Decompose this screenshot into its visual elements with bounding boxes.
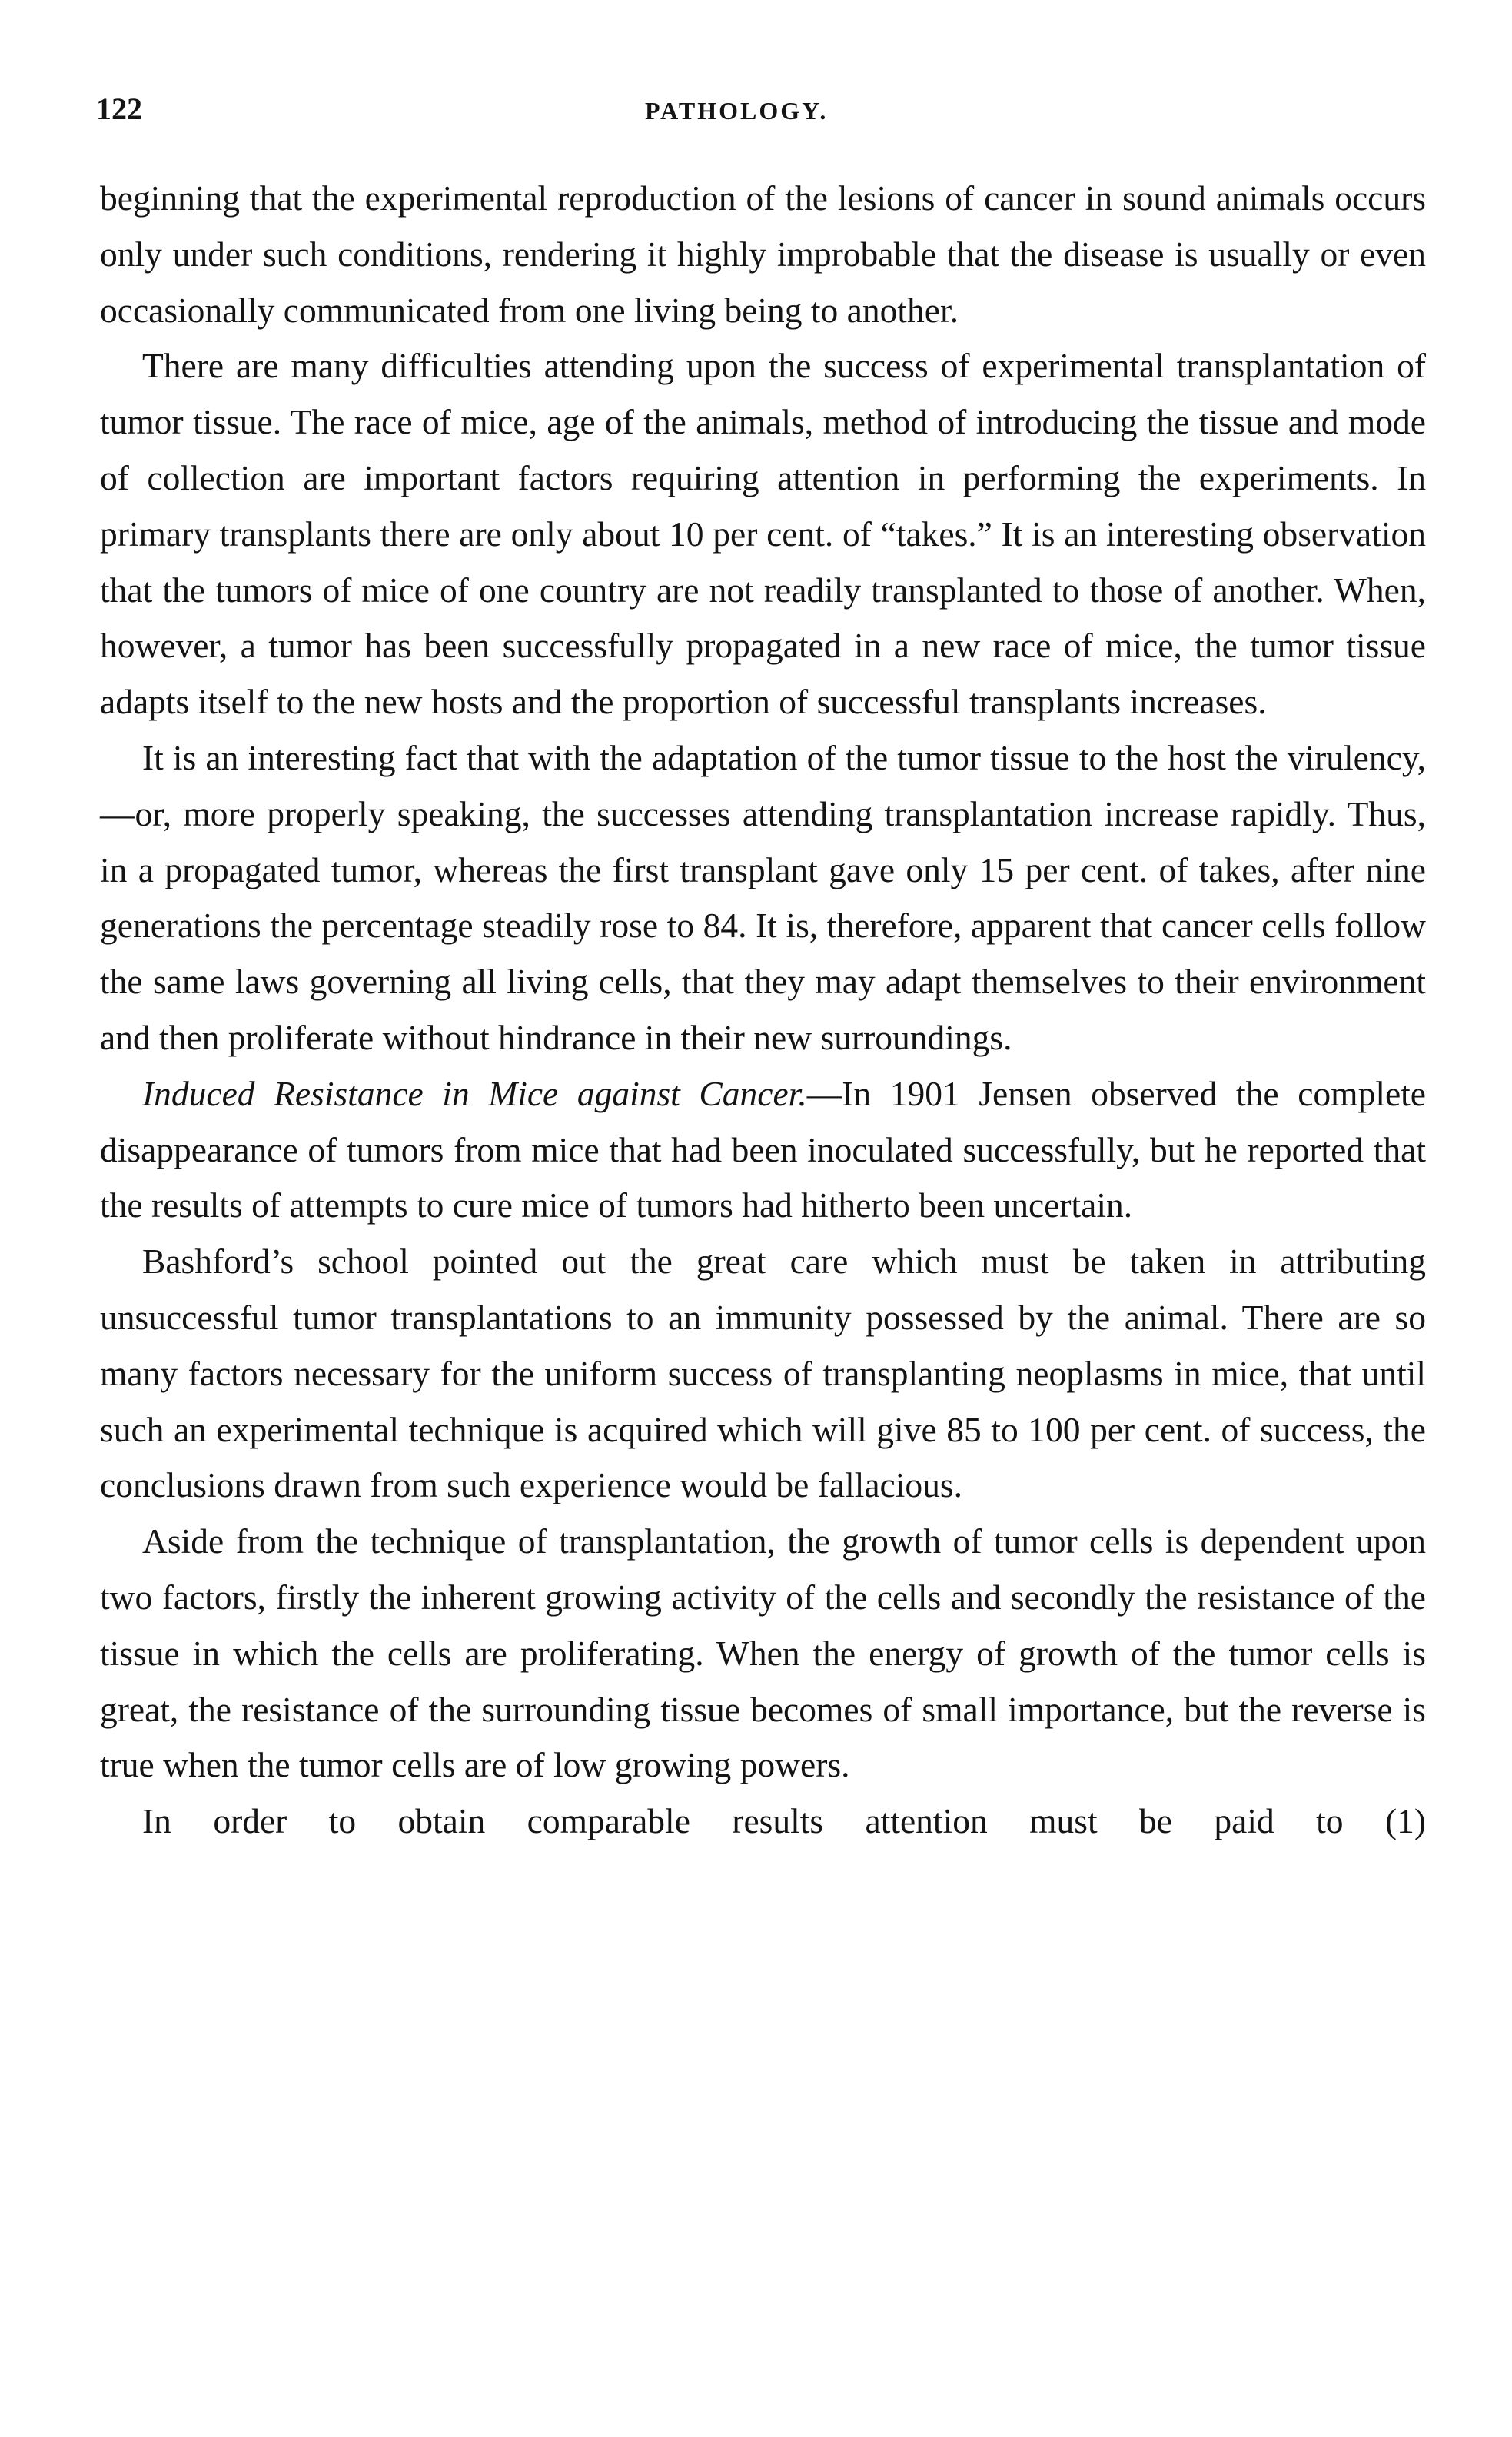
- paragraph-comparable-results: [100, 1794, 1426, 1850]
- paragraph-text: Bashford’s school pointed out the great care which must be taken in attributing unsuccessful tumor transplantations to an immunity possessed by the animal. There are so many factors necessary for the uniform success of transplanting neoplasms in mice, that until such an experimental technique is acquired which will give 85 to 100 per cent. of success, the conclusions drawn from such experience would be fallacious.: [100, 1242, 1426, 1505]
- paragraph-text: beginning that the experimental reproduction of the lesions of cancer in sound animals occurs only under such conditions, rendering it highly improbable that the disease is usually or even occasionally communicated from one living being to another.: [100, 178, 1426, 330]
- paragraph-text: It is an interesting fact that with the adaptation of the tumor tissue to the host the virulency,—or, more properly speaking, the successes attending transplantation increase rapidly. Thus, in a propagated tumor, whereas the first transplant gave only 15 per cent. of takes, after nine generations the percentage steadily rose to 84. It is, therefore, apparent that cancer cells follow the same laws governing all living cells, that they may adapt themselves to their environment and then proliferate without hindrance in their new surroundings.: [100, 737, 1426, 1057]
- paragraph-bashford-school: [100, 1234, 1426, 1514]
- paragraph-transplantation-difficulties: [100, 338, 1426, 730]
- running-title: PATHOLOGY.: [645, 97, 829, 125]
- paragraph-text: In order to obtain comparable results attention must be paid to (1): [142, 1801, 1426, 1841]
- page-number: 122: [96, 91, 142, 126]
- paragraph-induced-resistance: [100, 1066, 1426, 1234]
- paragraph-tumor-adaptation: [100, 730, 1426, 1066]
- body-text: [100, 171, 1426, 1850]
- paragraph-continued: [100, 171, 1426, 338]
- section-heading: Induced Resistance in Mice against Cancer.: [142, 1073, 807, 1113]
- paragraph-text: —In 1901 Jensen observed the complete disappearance of tumors from mice that had been inoculated successfully, but he reported that the results of attempts to cure mice of tumors had hitherto been uncertain.: [100, 1073, 1426, 1225]
- paragraph-text: Aside from the technique of transplantation, the growth of tumor cells is dependent upon two factors, firstly the inherent growing activity of the cells and secondly the resistance of the tissue in which the cells are proliferating. When the energy of growth of the tumor cells is great, the resistance of the surrounding tissue becomes of small importance, but the reverse is true when the tumor cells are of low growing powers.: [100, 1521, 1426, 1785]
- running-head: [96, 91, 1418, 137]
- paragraph-text: There are many difficulties attending upon the success of experimental transplantation of tumor tissue. The race of mice, age of the animals, method of introducing the tissue and mode of collection are important factors requiring attention in performing the experiments. In primary transplants there are only about 10 per cent. of “takes.” It is an interesting observation that the tumors of mice of one country are not readily transplanted to those of another. When, however, a tumor has been successfully propagated in a new race of mice, the tumor tissue adapts itself to the new hosts and the proportion of successful transplants increases.: [100, 346, 1426, 722]
- paragraph-growth-factors: [100, 1514, 1426, 1794]
